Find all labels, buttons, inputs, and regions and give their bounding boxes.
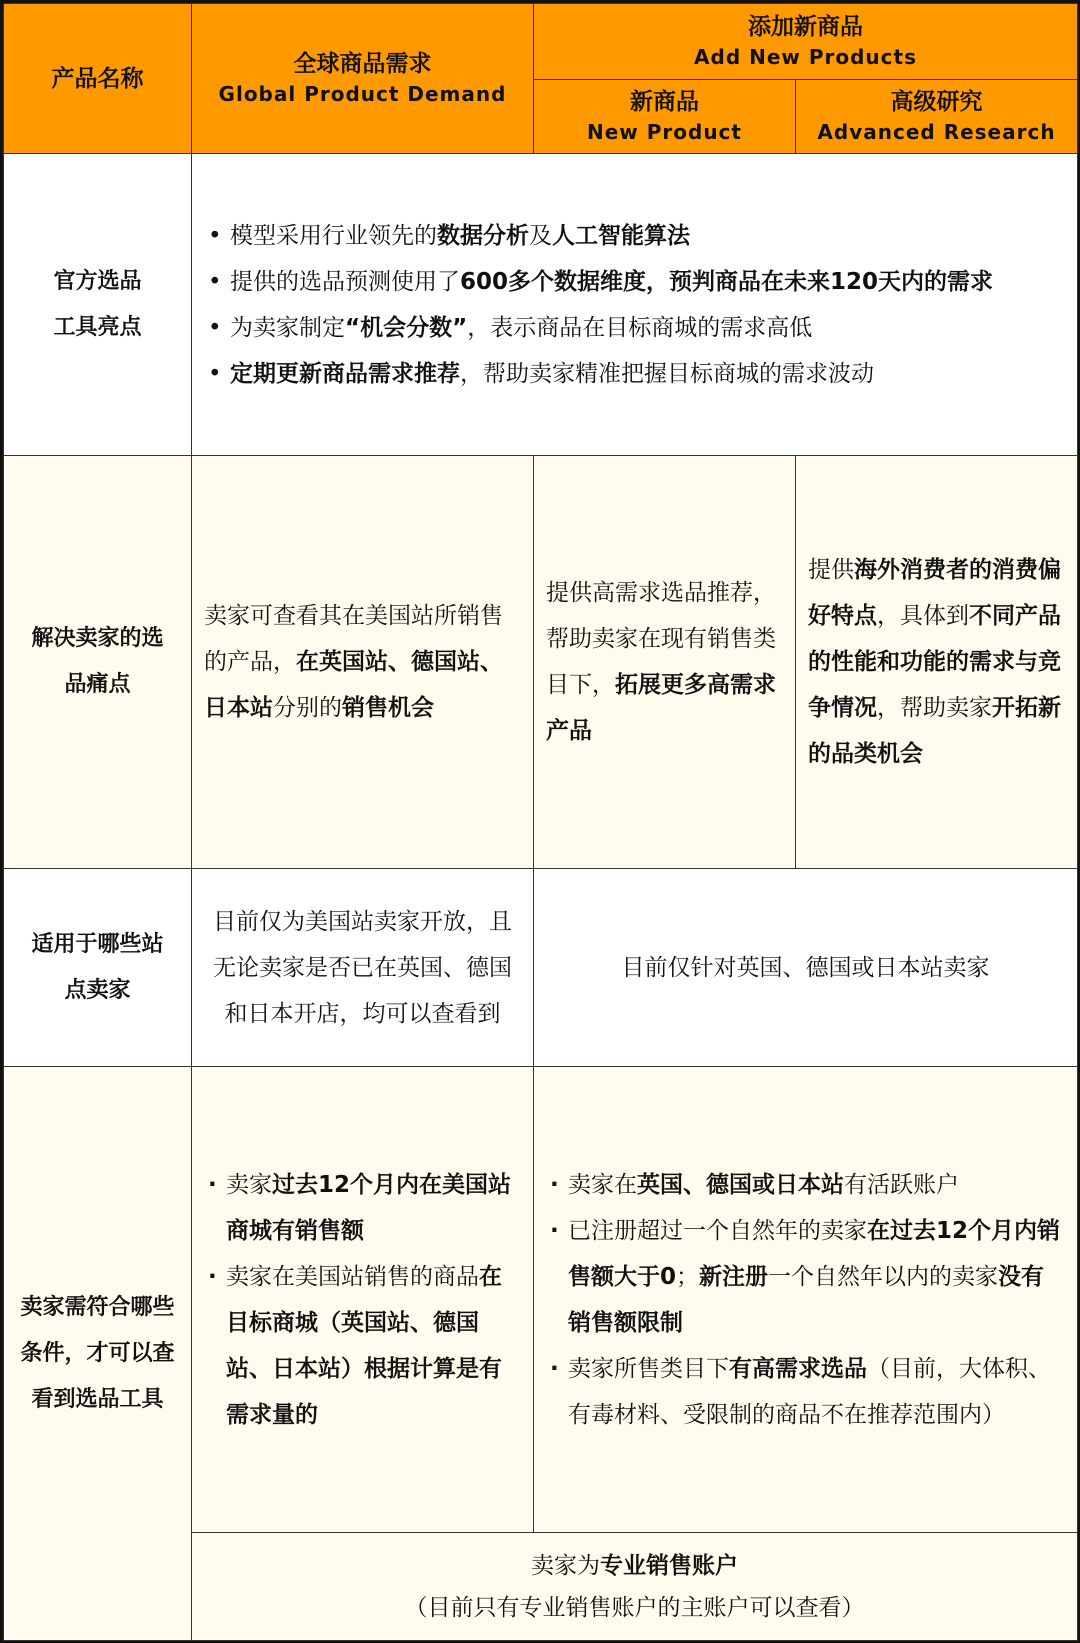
row-label-sites-line2: 点卖家 — [64, 977, 131, 1003]
conditions-add-list — [546, 1162, 1065, 1438]
conditions-common-cell — [192, 1533, 1078, 1641]
conditions-global-list — [204, 1162, 521, 1438]
header-global-zh: 全球商品需求 — [293, 50, 432, 77]
condition-item: · 卖家过去12个月内在美国站商城有销售额 — [204, 1162, 521, 1254]
highlight-item: • 模型采用行业领先的数据分析及人工智能算法 — [206, 213, 1065, 259]
row-label-pain-points — [4, 456, 192, 869]
row-label-pain-line1: 解决卖家的选 — [31, 626, 164, 651]
row-label-highlights-line2: 工具亮点 — [53, 314, 142, 340]
header-advanced-zh: 高级研究 — [890, 88, 983, 115]
header-product-name — [4, 4, 192, 154]
highlight-item: • 定期更新商品需求推荐，帮助卖家精准把握目标商城的需求波动 — [206, 351, 1065, 397]
condition-item: · 卖家在美国站销售的商品在目标商城（英国站、德国站、日本站）根据计算是有需求量的 — [204, 1254, 521, 1438]
highlights-cell — [192, 154, 1078, 456]
header-add-new-products — [534, 4, 1078, 80]
header-advanced-en: Advanced Research — [817, 119, 1056, 144]
header-product-name-text: 产品名称 — [51, 65, 144, 92]
row-label-sites-line1: 适用于哪些站 — [31, 931, 164, 957]
header-advanced-research — [796, 80, 1078, 154]
sites-add-cell: 目前仅针对英国、德国或日本站卖家 — [534, 869, 1078, 1067]
sites-global-cell: 目前仅为美国站卖家开放，且无论卖家是否已在英国、德国和日本开店，均可以查看到 — [192, 869, 534, 1067]
condition-item: · 已注册超过一个自然年的卖家在过去12个月内销售额大于0；新注册一个自然年以内的卖家没有销售额限制 — [546, 1208, 1065, 1346]
row-label-pain-line2: 品痛点 — [64, 672, 131, 697]
row-label-conditions — [4, 1067, 192, 1641]
pain-new-product-cell: 提供高需求选品推荐，帮助卖家在现有销售类目下，拓展更多高需求产品 — [534, 456, 796, 869]
conditions-global-cell — [192, 1067, 534, 1533]
pain-advanced-cell: 提供海外消费者的消费偏好特点，具体到不同产品的性能和功能的需求与竞争情况，帮助卖家开拓新的品类机会 — [796, 456, 1078, 869]
row-label-conditions-text: 卖家需符合哪些条件，才可以查看到选品工具 — [20, 1294, 175, 1412]
row-label-sites — [4, 869, 192, 1067]
highlights-list — [206, 213, 1065, 397]
highlight-item: • 提供的选品预测使用了600多个数据维度，预判商品在未来120天内的需求 — [206, 259, 1065, 305]
pain-global-cell: 卖家可查看其在美国站所销售的产品，在英国站、德国站、日本站分别的销售机会 — [192, 456, 534, 869]
highlight-item: • 为卖家制定“机会分数”，表示商品在目标商城的需求高低 — [206, 305, 1065, 351]
header-global-en: Global Product Demand — [218, 81, 507, 106]
header-add-new-zh: 添加新商品 — [748, 13, 863, 40]
row-label-highlights-line1: 官方选品 — [53, 268, 142, 294]
conditions-add-cell — [534, 1067, 1078, 1533]
conditions-common-line1: 卖家为专业销售账户 — [531, 1552, 738, 1579]
header-new-product-zh: 新商品 — [630, 88, 699, 115]
header-global-demand — [192, 4, 534, 154]
conditions-common-line2: （目前只有专业销售账户的主账户可以查看） — [404, 1594, 865, 1621]
condition-item: · 卖家所售类目下有高需求选品（目前，大体积、有毒材料、受限制的商品不在推荐范围内） — [546, 1346, 1065, 1438]
row-label-highlights — [4, 154, 192, 456]
comparison-table — [3, 3, 1078, 1641]
condition-item: · 卖家在英国、德国或日本站有活跃账户 — [546, 1162, 1065, 1208]
header-add-new-en: Add New Products — [694, 44, 917, 69]
header-new-product — [534, 80, 796, 154]
header-new-product-en: New Product — [587, 119, 742, 144]
